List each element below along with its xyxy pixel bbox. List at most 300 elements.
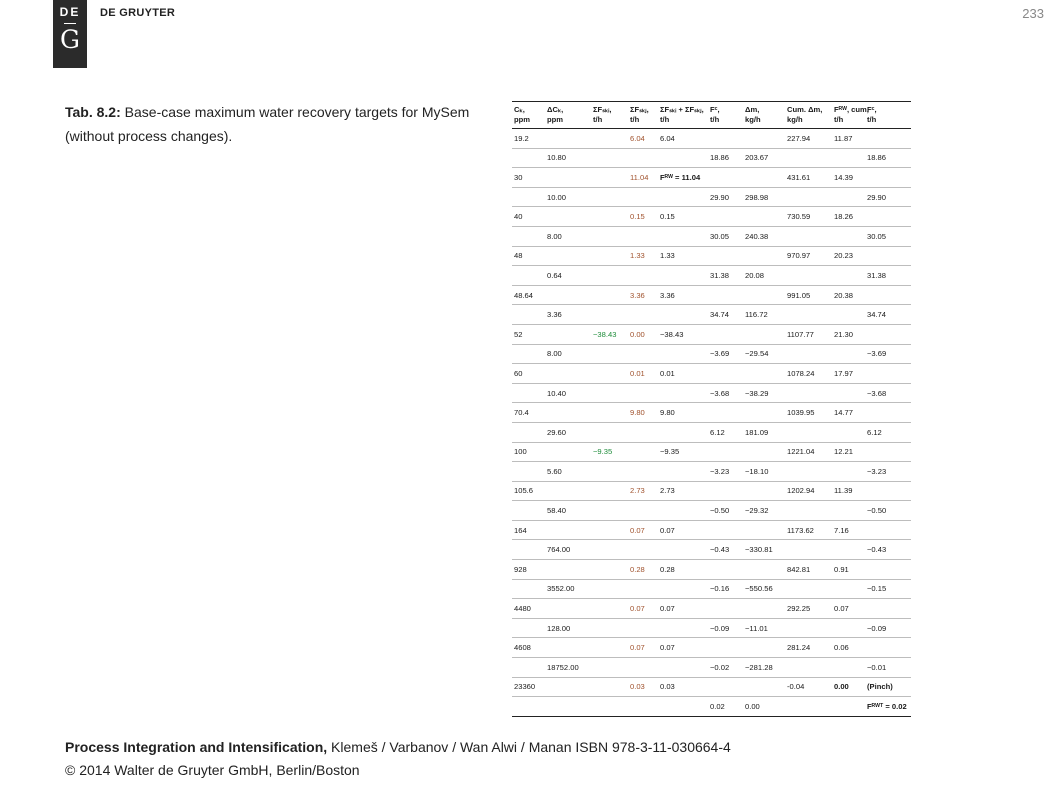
table-cell — [865, 442, 911, 462]
table-cell: 9.80 — [628, 403, 658, 423]
table-cell: 281.24 — [785, 638, 832, 658]
table-cell — [658, 422, 708, 442]
table-cell — [708, 560, 743, 580]
table-cell: 991.05 — [785, 285, 832, 305]
column-header-line: ΣFₛₖᵢ + ΣFₛₖⱼ, — [660, 105, 704, 114]
table-row — [512, 540, 911, 560]
table-cell: 6.12 — [865, 422, 911, 442]
table-cell — [545, 677, 591, 697]
column-header-4 — [658, 102, 708, 129]
table-cell: 100 — [512, 442, 545, 462]
table-cell — [658, 383, 708, 403]
table-cell: 4608 — [512, 638, 545, 658]
table-cell — [591, 148, 628, 168]
table-cell — [512, 226, 545, 246]
table-cell: 48 — [512, 246, 545, 266]
table-cell: 5.60 — [545, 462, 591, 482]
table-cell — [628, 422, 658, 442]
table-cell — [832, 540, 865, 560]
table-cell — [512, 697, 545, 717]
table-cell: −3.23 — [708, 462, 743, 482]
table-cell — [658, 697, 708, 717]
table-cell: 0.07 — [658, 599, 708, 619]
table-cell: −3.68 — [865, 383, 911, 403]
column-header-6 — [743, 102, 785, 129]
table-cell: 30.05 — [708, 226, 743, 246]
table-cell — [832, 462, 865, 482]
table-cell — [708, 638, 743, 658]
table-cell — [832, 579, 865, 599]
table-cell — [785, 305, 832, 325]
table-cell — [785, 383, 832, 403]
table-cell — [545, 481, 591, 501]
table-caption — [65, 100, 485, 148]
table-cell — [591, 520, 628, 540]
table-cell — [785, 187, 832, 207]
table-cell: −38.29 — [743, 383, 785, 403]
table-cell: 1173.62 — [785, 520, 832, 540]
table-cell — [743, 560, 785, 580]
table-cell: 30.05 — [865, 226, 911, 246]
table-cell: −0.16 — [708, 579, 743, 599]
table-cell: 31.38 — [865, 266, 911, 286]
table-cell: 11.39 — [832, 481, 865, 501]
table-cell — [545, 285, 591, 305]
table-cell: 0.01 — [628, 364, 658, 384]
table-cell — [708, 207, 743, 227]
table-cell — [628, 501, 658, 521]
table-cell: 29.90 — [708, 187, 743, 207]
table-cell: (Pinch) — [865, 677, 911, 697]
table-cell — [628, 697, 658, 717]
table-cell: −38.43 — [658, 324, 708, 344]
table-cell — [865, 403, 911, 423]
table-cell — [591, 677, 628, 697]
table-cell: 2.73 — [658, 481, 708, 501]
table-cell: 11.87 — [832, 129, 865, 149]
table-cell: 10.00 — [545, 187, 591, 207]
table-row — [512, 638, 911, 658]
table-cell — [591, 129, 628, 149]
table-cell: 203.67 — [743, 148, 785, 168]
table-row — [512, 618, 911, 638]
table-row — [512, 226, 911, 246]
table-cell — [591, 560, 628, 580]
table-cell — [628, 540, 658, 560]
table-cell — [591, 579, 628, 599]
table-cell: −38.43 — [591, 324, 628, 344]
table-row — [512, 599, 911, 619]
table-cell: 4480 — [512, 599, 545, 619]
table-cell — [708, 599, 743, 619]
table-cell: 20.38 — [832, 285, 865, 305]
table-cell: 0.07 — [628, 638, 658, 658]
table-cell: −3.69 — [865, 344, 911, 364]
table-cell — [865, 364, 911, 384]
column-header-2 — [591, 102, 628, 129]
table-cell — [628, 618, 658, 638]
table-cell — [708, 520, 743, 540]
table-cell — [785, 226, 832, 246]
table-cell: 30 — [512, 168, 545, 188]
table-cell: 0.15 — [628, 207, 658, 227]
logo-g-text: G — [60, 25, 80, 54]
table-cell — [545, 129, 591, 149]
table-cell — [865, 129, 911, 149]
table-cell — [545, 442, 591, 462]
table-cell — [628, 226, 658, 246]
table-cell: 116.72 — [743, 305, 785, 325]
table-cell — [832, 618, 865, 638]
table-cell: 970.97 — [785, 246, 832, 266]
table-cell: 0.28 — [628, 560, 658, 580]
table-cell — [785, 344, 832, 364]
table-cell: 105.6 — [512, 481, 545, 501]
table-cell — [628, 344, 658, 364]
column-header-line: t/h — [660, 115, 670, 124]
table-cell — [658, 226, 708, 246]
table-cell — [708, 246, 743, 266]
table-cell: 0.07 — [832, 599, 865, 619]
table-cell: 0.07 — [628, 599, 658, 619]
table-cell — [591, 364, 628, 384]
table-row — [512, 364, 911, 384]
table-cell — [591, 403, 628, 423]
table-cell: −3.68 — [708, 383, 743, 403]
table-cell — [512, 501, 545, 521]
column-header-line: ΣFₛₖⱼ, — [630, 105, 649, 114]
table-row — [512, 207, 911, 227]
column-header-line: kg/h — [745, 115, 761, 124]
table-row — [512, 422, 911, 442]
table-cell — [743, 246, 785, 266]
table-cell — [591, 462, 628, 482]
table-cell — [545, 246, 591, 266]
table-cell — [591, 246, 628, 266]
table-cell: 40 — [512, 207, 545, 227]
table-cell — [658, 540, 708, 560]
table-cell: 60 — [512, 364, 545, 384]
table-cell — [545, 520, 591, 540]
copyright-line: © 2014 Walter de Gruyter GmbH, Berlin/Boston — [65, 762, 360, 778]
column-header-9 — [865, 102, 911, 129]
table-row — [512, 501, 911, 521]
table-cell: 6.04 — [658, 129, 708, 149]
table-cell: −0.09 — [708, 618, 743, 638]
table-cell: 17.97 — [832, 364, 865, 384]
column-header-line: t/h — [710, 115, 720, 124]
table-cell — [708, 677, 743, 697]
table-cell: 1.33 — [628, 246, 658, 266]
table-cell — [591, 638, 628, 658]
table-cell — [658, 658, 708, 678]
table-cell — [512, 266, 545, 286]
table-cell — [658, 618, 708, 638]
table-cell — [512, 462, 545, 482]
caption-text: Base-case maximum water recovery targets for MySem (without process changes). — [65, 104, 470, 144]
table-body — [512, 129, 911, 717]
table-cell — [785, 501, 832, 521]
column-header-5 — [708, 102, 743, 129]
column-header-line: Δm, — [745, 105, 760, 114]
table-cell — [743, 638, 785, 658]
table-cell: −281.28 — [743, 658, 785, 678]
table-cell — [591, 226, 628, 246]
table-cell: −18.10 — [743, 462, 785, 482]
page-footer — [65, 736, 731, 782]
table-cell: Fᴿᵂ = 11.04 — [658, 168, 708, 188]
table-cell: 11.04 — [628, 168, 658, 188]
table-cell: 2.73 — [628, 481, 658, 501]
table-cell: −29.54 — [743, 344, 785, 364]
table-cell — [545, 207, 591, 227]
table-cell — [591, 697, 628, 717]
table-cell — [512, 383, 545, 403]
column-header-line: ΣFₛₖᵢ, — [593, 105, 612, 114]
table-cell — [785, 697, 832, 717]
table-cell: 20.23 — [832, 246, 865, 266]
table-cell — [591, 266, 628, 286]
publisher-name: DE GRUYTER — [100, 7, 176, 19]
table-cell — [658, 501, 708, 521]
table-cell: −550.56 — [743, 579, 785, 599]
table-cell: 19.2 — [512, 129, 545, 149]
table-cell: 0.00 — [628, 324, 658, 344]
table-cell — [832, 226, 865, 246]
table-cell — [591, 168, 628, 188]
column-header-line: kg/h — [787, 115, 803, 124]
table-cell: 0.07 — [628, 520, 658, 540]
table-cell: 23360 — [512, 677, 545, 697]
page-number: 233 — [1022, 6, 1044, 21]
logo-de-text: DE — [59, 5, 81, 19]
table-cell: 10.80 — [545, 148, 591, 168]
table-cell — [545, 364, 591, 384]
table-cell — [628, 658, 658, 678]
table-row — [512, 442, 911, 462]
table-cell: 18.86 — [708, 148, 743, 168]
table-cell: 730.59 — [785, 207, 832, 227]
table-cell: 12.21 — [832, 442, 865, 462]
table-cell: 14.77 — [832, 403, 865, 423]
table-cell: 240.38 — [743, 226, 785, 246]
table-cell — [545, 697, 591, 717]
column-header-line: Fᴿᵂ, cum, — [834, 105, 869, 114]
table-cell — [785, 579, 832, 599]
table-cell — [512, 658, 545, 678]
column-header-7 — [785, 102, 832, 129]
table-cell — [628, 266, 658, 286]
table-cell — [545, 168, 591, 188]
table-cell: 0.28 — [658, 560, 708, 580]
table-row — [512, 148, 911, 168]
table-cell — [591, 618, 628, 638]
table-cell — [658, 305, 708, 325]
table-cell — [628, 383, 658, 403]
table-cell — [658, 187, 708, 207]
table-cell — [512, 540, 545, 560]
table-cell: −330.81 — [743, 540, 785, 560]
table-cell — [865, 285, 911, 305]
table-cell — [512, 187, 545, 207]
table-cell: 18.86 — [865, 148, 911, 168]
table-cell: 1221.04 — [785, 442, 832, 462]
table-cell — [832, 383, 865, 403]
table-cell — [832, 148, 865, 168]
table-cell — [708, 129, 743, 149]
table-cell — [832, 501, 865, 521]
table-cell: 0.07 — [658, 520, 708, 540]
table-cell — [832, 658, 865, 678]
table-cell — [512, 148, 545, 168]
table-cell: 34.74 — [708, 305, 743, 325]
table-row — [512, 129, 911, 149]
table-cell: -0.04 — [785, 677, 832, 697]
table-cell: 0.15 — [658, 207, 708, 227]
table-cell — [512, 344, 545, 364]
table-cell: −0.15 — [865, 579, 911, 599]
caption-label: Tab. 8.2: — [65, 104, 121, 120]
water-recovery-table — [512, 101, 911, 717]
table-cell: 0.06 — [832, 638, 865, 658]
table-cell — [743, 324, 785, 344]
table-cell — [628, 187, 658, 207]
table-cell — [628, 462, 658, 482]
table-cell — [865, 560, 911, 580]
table-cell — [743, 599, 785, 619]
table-cell: 928 — [512, 560, 545, 580]
table-cell — [865, 246, 911, 266]
column-header-1 — [545, 102, 591, 129]
table-cell: 18752.00 — [545, 658, 591, 678]
table-cell: 34.74 — [865, 305, 911, 325]
table-row — [512, 266, 911, 286]
book-citation — [65, 736, 731, 759]
table-row — [512, 579, 911, 599]
column-header-line: t/h — [593, 115, 603, 124]
table-cell: 0.64 — [545, 266, 591, 286]
table-cell — [591, 305, 628, 325]
table-row — [512, 305, 911, 325]
column-header-line: ppm — [514, 115, 531, 124]
table-cell: −0.43 — [865, 540, 911, 560]
table-cell: 9.80 — [658, 403, 708, 423]
table-cell — [512, 579, 545, 599]
table-cell — [865, 168, 911, 188]
table-cell — [591, 285, 628, 305]
table-cell — [785, 540, 832, 560]
table-cell: 0.03 — [658, 677, 708, 697]
table-cell — [743, 207, 785, 227]
table-cell: 0.03 — [628, 677, 658, 697]
table-cell — [785, 462, 832, 482]
table-cell — [591, 383, 628, 403]
table-cell — [628, 305, 658, 325]
table-cell — [708, 324, 743, 344]
table-cell: 1202.94 — [785, 481, 832, 501]
table-cell: 31.38 — [708, 266, 743, 286]
data-table-container — [512, 101, 911, 717]
table-cell: 6.12 — [708, 422, 743, 442]
table-cell: −0.01 — [865, 658, 911, 678]
table-cell — [743, 677, 785, 697]
table-cell: 6.04 — [628, 129, 658, 149]
table-cell: 10.40 — [545, 383, 591, 403]
column-header-line: t/h — [834, 115, 844, 124]
column-header-line: t/h — [630, 115, 640, 124]
table-cell: 431.61 — [785, 168, 832, 188]
table-cell — [785, 618, 832, 638]
column-header-0 — [512, 102, 545, 129]
table-cell — [743, 364, 785, 384]
table-cell — [512, 618, 545, 638]
table-cell: −0.43 — [708, 540, 743, 560]
table-cell — [545, 324, 591, 344]
table-cell: −0.09 — [865, 618, 911, 638]
table-cell — [591, 501, 628, 521]
table-row — [512, 187, 911, 207]
table-cell: 58.40 — [545, 501, 591, 521]
table-cell: 292.25 — [785, 599, 832, 619]
book-details: Klemeš / Varbanov / Wan Alwi / Manan ISBN 978-3-11-030664-4 — [327, 739, 731, 755]
table-cell: 0.00 — [743, 697, 785, 717]
table-cell: 48.64 — [512, 285, 545, 305]
table-cell — [545, 638, 591, 658]
table-cell — [658, 462, 708, 482]
table-cell: 0.07 — [658, 638, 708, 658]
column-header-line: Cum. Δm, — [787, 105, 823, 114]
table-cell: 1039.95 — [785, 403, 832, 423]
table-cell — [832, 305, 865, 325]
table-cell — [865, 638, 911, 658]
table-cell — [628, 579, 658, 599]
column-header-8 — [832, 102, 869, 129]
table-cell: 0.00 — [832, 677, 865, 697]
column-header-3 — [628, 102, 658, 129]
table-cell — [591, 658, 628, 678]
table-cell: 70.4 — [512, 403, 545, 423]
table-cell — [785, 422, 832, 442]
table-cell — [591, 422, 628, 442]
table-cell — [545, 599, 591, 619]
table-cell — [743, 403, 785, 423]
table-cell — [785, 266, 832, 286]
table-row — [512, 285, 911, 305]
table-cell — [743, 520, 785, 540]
table-cell: 3.36 — [658, 285, 708, 305]
table-row — [512, 697, 911, 717]
table-cell — [512, 305, 545, 325]
table-cell — [785, 658, 832, 678]
table-cell — [591, 187, 628, 207]
table-cell — [628, 148, 658, 168]
table-cell — [832, 697, 865, 717]
table-cell — [591, 344, 628, 364]
table-row — [512, 560, 911, 580]
table-cell: 1078.24 — [785, 364, 832, 384]
table-cell — [865, 324, 911, 344]
table-row — [512, 383, 911, 403]
table-cell: 0.01 — [658, 364, 708, 384]
table-cell — [832, 266, 865, 286]
table-cell — [865, 599, 911, 619]
table-cell — [708, 442, 743, 462]
table-cell: −3.69 — [708, 344, 743, 364]
table-cell: 128.00 — [545, 618, 591, 638]
table-cell: −11.01 — [743, 618, 785, 638]
table-cell — [743, 129, 785, 149]
table-cell: 29.90 — [865, 187, 911, 207]
